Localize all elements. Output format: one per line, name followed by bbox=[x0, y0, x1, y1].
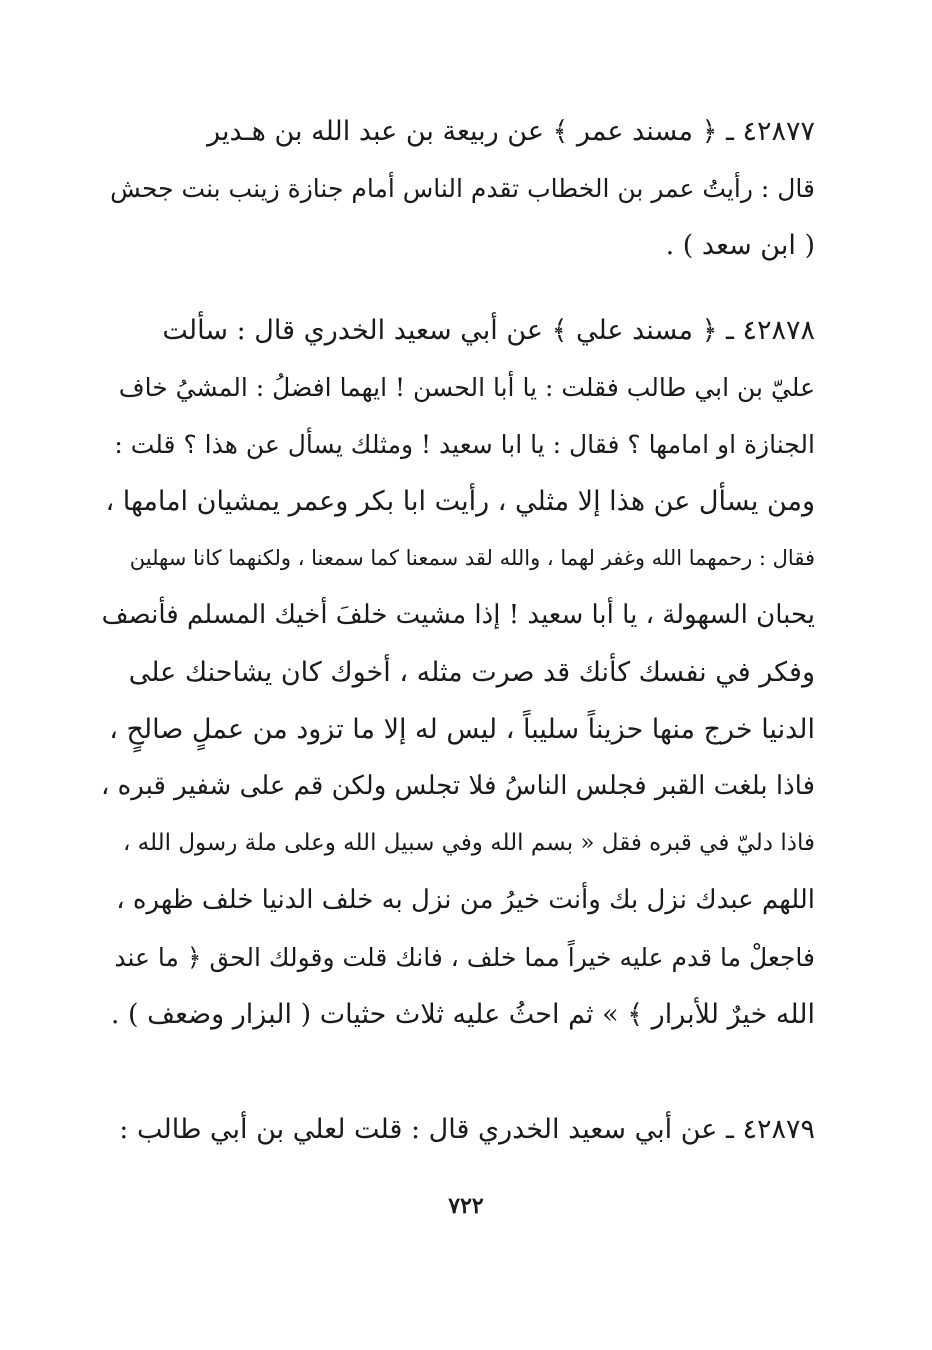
text-line: قال : رأيتُ عمر بن الخطاب تقدم الناس أمام جنازة زينب بنت جحش bbox=[110, 174, 815, 203]
text-line: فاجعلْ ما قدم عليه خيراً مما خلف ، فانك قلت وقولك الحق ﴿ ما عند bbox=[114, 943, 815, 972]
text-line: الدنيا خرج منها حزيناً سليباً ، ليس له إلا ما تزود من عملٍ صالحٍ ، bbox=[109, 714, 815, 745]
text-line: فاذا دليّ في قبره فقل « بسم الله وفي سبيل الله وعلى ملة رسول الله ، bbox=[122, 830, 815, 856]
text-line: الله خيرٌ للأبرار ﴾ » ثم احثُ عليه ثلاث حثيات ( البزار وضعف ) . bbox=[110, 999, 815, 1030]
text-line: يحبان السهولة ، يا أبا سعيد ! إذا مشيت خلفَ أخيك المسلم فأنصف bbox=[101, 600, 815, 630]
hadith-42878 bbox=[100, 302, 815, 1043]
text-line: ومن يسأل عن هذا إلا مثلي ، رأيت ابا بكر وعمر يمشيان امامها ، bbox=[105, 486, 815, 517]
text-line: وفكر في نفسك كأنك قد صرت مثله ، أخوك كان يشاحنك على bbox=[128, 657, 815, 688]
hadith-42877 bbox=[100, 103, 815, 274]
page-number: ٧٢٢ bbox=[448, 1193, 484, 1219]
text-line: ٤٢٨٧٨ ـ ﴿ مسند علي ﴾ عن أبي سعيد الخدري قال : سألت bbox=[162, 315, 815, 346]
hadith-42879 bbox=[100, 1101, 815, 1158]
text-line: ( ابن سعد ) . bbox=[665, 230, 815, 261]
text-line: فقال : رحمهما الله وغفر لهما ، والله لقد سمعنا كما سمعنا ، ولكنهما كانا سهلين bbox=[129, 546, 815, 570]
text-line: ٤٢٨٧٧ ـ ﴿ مسند عمر ﴾ عن ربيعة بن عبد الله بن هـدير bbox=[207, 116, 815, 147]
text-line: فاذا بلغت القبر فجلس الناسُ فلا تجلس ولكن قم على شفير قبره ، bbox=[101, 771, 815, 801]
text-line: الجنازة او امامها ؟ فقال : يا ابا سعيد ! ومثلك يسأل عن هذا ؟ قلت : bbox=[114, 430, 815, 459]
text-line: عليّ بن ابي طالب فقلت : يا أبا الحسن ! ايهما افضلُ : المشيُ خاف bbox=[118, 373, 815, 402]
text-line: اللهم عبدك نزل بك وأنت خيرُ من نزل به خلف الدنيا خلف ظهره ، bbox=[116, 885, 815, 915]
text-line: ٤٢٨٧٩ ـ عن أبي سعيد الخدري قال : قلت لعلي بن أبي طالب : bbox=[119, 1114, 815, 1145]
